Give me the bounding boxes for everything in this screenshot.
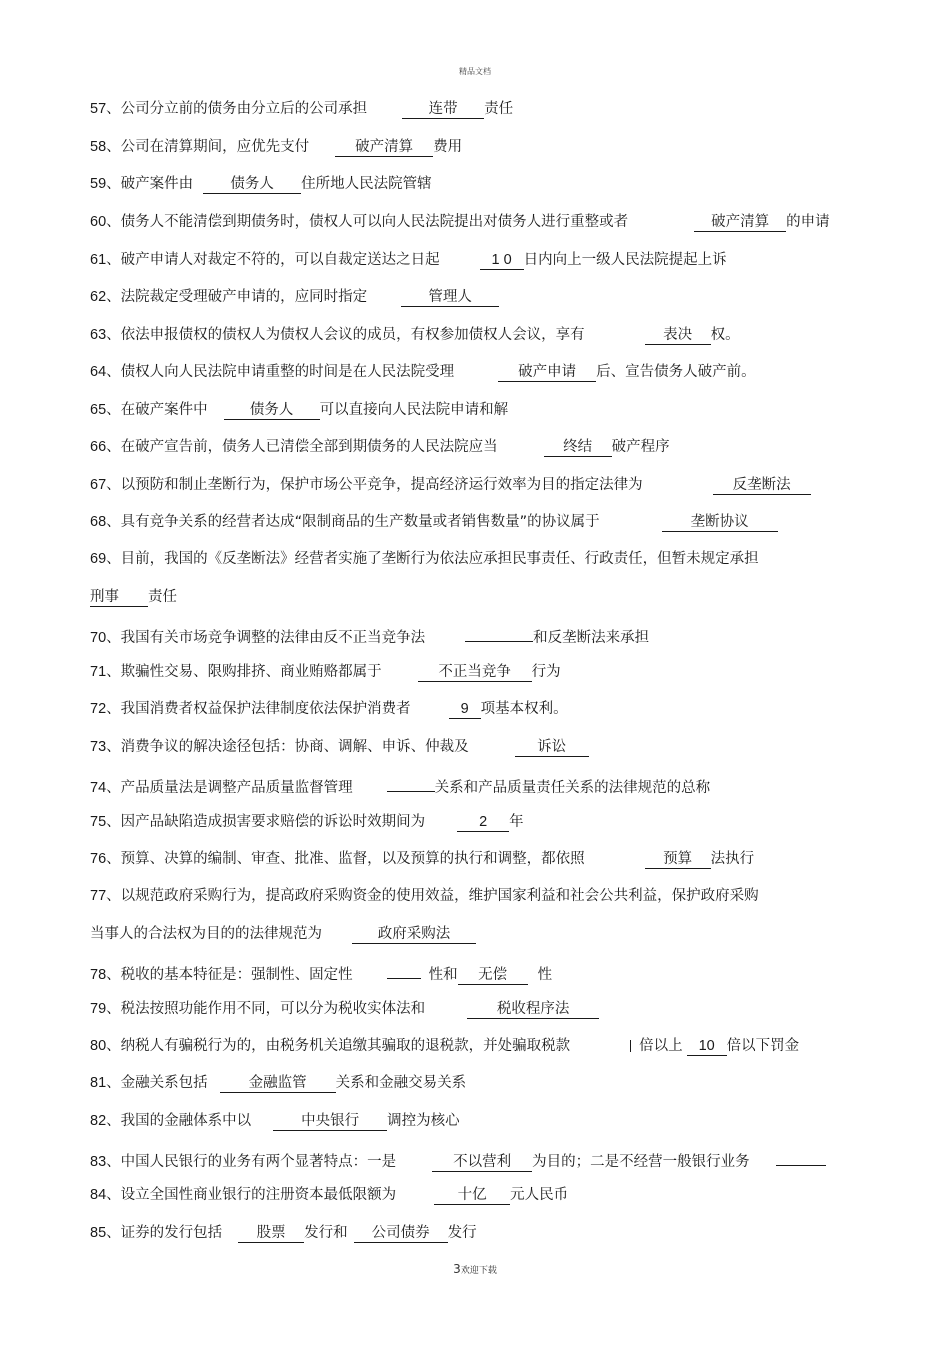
answer-blank: 政府采购法	[352, 925, 476, 944]
question-text: 依法申报债权的债权人为债权人会议的成员，有权参加债权人会议，享有	[120, 327, 585, 343]
answer-blank: 债务人	[224, 401, 320, 420]
question-number: 85、	[90, 1225, 121, 1241]
question-63	[90, 324, 740, 346]
answer-blank-2	[776, 1147, 826, 1166]
answer-blank: 不正当竞争	[418, 663, 532, 682]
question-70	[90, 623, 649, 645]
question-text: 消费争议的解决途径包括：协商、调解、申诉、仲裁及	[120, 739, 469, 755]
question-text-suffix: 的申请	[786, 214, 830, 230]
question-79	[90, 998, 599, 1020]
page-footer	[0, 1262, 950, 1276]
answer-blank: 破产申请	[498, 363, 596, 382]
question-number: 71、	[90, 664, 121, 680]
question-number: 83、	[90, 1154, 121, 1170]
question-text: 税收的基本特征是：强制性、固定性	[120, 967, 353, 983]
question-number: 63、	[90, 327, 121, 343]
question-83	[90, 1147, 826, 1169]
question-text: 法院裁定受理破产申请的，应同时指定	[120, 289, 368, 305]
question-number: 64、	[90, 364, 121, 380]
answer-blank: 终结	[544, 438, 612, 457]
question-75	[90, 811, 524, 833]
question-text: 因产品缺陷造成损害要求赔偿的诉讼时效期间为	[120, 814, 426, 830]
question-number: 81、	[90, 1075, 121, 1091]
question-number: 69、	[90, 551, 121, 567]
question-77-continued	[90, 923, 476, 945]
question-text: 债权人向人民法院申请重整的时间是在人民法院受理	[120, 364, 455, 380]
question-text-suffix: 关系和产品质量责任关系的法律规范的总称	[434, 780, 711, 796]
answer-blank: 不以营利	[432, 1153, 532, 1172]
question-57	[90, 98, 513, 120]
question-65	[90, 399, 508, 421]
answer-blank-2: 公司债券	[354, 1224, 448, 1243]
question-71	[90, 661, 561, 683]
question-text: 当事人的合法权为目的的法律规范为	[90, 926, 322, 942]
question-text-suffix: 责任	[484, 101, 514, 117]
answer-blank: 股票	[238, 1224, 304, 1243]
answer-blank: 金融监管	[220, 1074, 336, 1093]
question-number: 65、	[90, 402, 121, 418]
question-text: 税法按照功能作用不同，可以分为税收实体法和	[120, 1001, 426, 1017]
question-text-suffix: 项基本权利。	[480, 701, 568, 717]
question-text: 以规范政府采购行为，提高政府采购资金的使用效益，维护国家利益和社会公共利益，保护政府采购	[120, 888, 759, 904]
question-number: 75、	[90, 814, 121, 830]
question-text: 公司在清算期间，应优先支付	[120, 139, 310, 155]
question-text: 证券的发行包括	[120, 1225, 223, 1241]
question-text-suffix: 后、宣告债务人破产前。	[596, 364, 756, 380]
answer-blank	[465, 623, 533, 642]
question-text-suffix: 性	[537, 967, 553, 983]
answer-blank: 税收程序法	[467, 1000, 599, 1019]
question-73	[90, 736, 589, 758]
answer-blank: 预算	[645, 850, 711, 869]
answer-blank	[387, 773, 435, 792]
question-text: 在破产案件中	[120, 402, 208, 418]
question-67	[90, 474, 811, 496]
question-text-suffix: 和反垄断法来承担	[533, 630, 650, 646]
question-text-suffix: 关系和金融交易关系	[335, 1075, 467, 1091]
answer-blank: 中央银行	[273, 1112, 387, 1131]
question-text: 预算、决算的编制、审查、批准、监督，以及预算的执行和调整，都依照	[120, 851, 585, 867]
question-64	[90, 361, 756, 383]
question-85	[90, 1222, 477, 1244]
question-text-suffix: 法执行	[710, 851, 755, 867]
question-text: 纳税人有骗税行为的，由税务机关追缴其骗取的退税款，并处骗取税款	[120, 1038, 571, 1054]
answer-blank: 破产清算	[694, 213, 786, 232]
question-66	[90, 436, 670, 458]
page-number: 3	[453, 1262, 461, 1276]
question-text-suffix: 责任	[148, 589, 177, 605]
question-number: 70、	[90, 630, 121, 646]
question-text-suffix: 费用	[433, 139, 463, 155]
question-81	[90, 1072, 466, 1094]
question-84	[90, 1184, 568, 1206]
question-number: 58、	[90, 139, 121, 155]
question-number: 74、	[90, 780, 121, 796]
question-text: 设立全国性商业银行的注册资本最低限额为	[120, 1187, 397, 1203]
answer-blank	[387, 960, 421, 979]
question-74	[90, 773, 710, 795]
question-number: 84、	[90, 1187, 121, 1203]
answer-blank: 反垄断法	[713, 476, 811, 495]
question-text: 破产案件由	[120, 176, 194, 192]
question-number: 77、	[90, 888, 121, 904]
question-68	[90, 511, 778, 533]
question-number: 78、	[90, 967, 121, 983]
question-text: 产品质量法是调整产品质量监督管理	[120, 780, 353, 796]
answer-blank: 破产清算	[335, 138, 433, 157]
answer-blank-2: 无偿	[458, 966, 528, 985]
question-number: 73、	[90, 739, 121, 755]
question-number: 57、	[90, 101, 121, 117]
question-82	[90, 1110, 460, 1132]
question-69-continued	[90, 586, 177, 608]
question-text: 在破产宣告前，债务人已清偿全部到期债务的人民法院应当	[120, 439, 498, 455]
question-59	[90, 173, 432, 195]
question-60	[90, 211, 830, 233]
question-78	[90, 960, 552, 982]
question-text-suffix: 年	[509, 814, 524, 830]
question-62	[90, 286, 499, 308]
question-72	[90, 698, 568, 720]
question-77	[90, 885, 759, 907]
question-text-suffix: 元人民币	[510, 1187, 569, 1203]
question-number: 76、	[90, 851, 121, 867]
question-80	[90, 1035, 799, 1057]
question-text: 债务人不能清偿到期债务时，债权人可以向人民法院提出对债务人进行重整或者	[120, 214, 629, 230]
answer-blank: 垄断协议	[662, 513, 778, 532]
question-text: 公司分立前的债务由分立后的公司承担	[120, 101, 368, 117]
text-cursor-mark	[630, 1040, 631, 1052]
question-number: 66、	[90, 439, 121, 455]
question-text-suffix: 调控为核心	[387, 1113, 460, 1129]
question-text: 金融关系包括	[120, 1075, 208, 1091]
question-text: 具有竞争关系的经营者达成“限制商品的生产数量或者销售数量”的协议属于	[120, 514, 600, 530]
answer-blank: 2	[457, 813, 509, 832]
question-text-suffix: 倍以下罚金	[726, 1038, 800, 1054]
question-number: 60、	[90, 214, 121, 230]
question-69	[90, 548, 759, 570]
question-number: 67、	[90, 477, 121, 493]
question-number: 68、	[90, 514, 121, 530]
question-number: 82、	[90, 1113, 121, 1129]
question-61	[90, 249, 727, 271]
answer-blank: 管理人	[401, 288, 499, 307]
question-text: 以预防和制止垄断行为，保护市场公平竞争，提高经济运行效率为目的指定法律为	[120, 477, 643, 493]
question-76	[90, 848, 754, 870]
question-text: 我国有关市场竞争调整的法律由反不正当竞争法	[120, 630, 426, 646]
question-text: 我国的金融体系中以	[120, 1113, 252, 1129]
question-number: 59、	[90, 176, 121, 192]
question-58	[90, 136, 462, 158]
question-text: 破产申请人对裁定不符的，可以自裁定送达之日起	[120, 252, 440, 268]
question-text-middle: 倍以上	[639, 1038, 683, 1054]
question-number: 79、	[90, 1001, 121, 1017]
question-text-suffix: 行为	[531, 664, 561, 680]
question-text-suffix: 可以直接向人民法院申请和解	[319, 402, 509, 418]
answer-blank: 债务人	[203, 175, 301, 194]
question-number: 80、	[90, 1038, 121, 1054]
answer-blank: 1 0	[480, 251, 524, 270]
question-text-suffix: 发行	[447, 1225, 477, 1241]
question-text-middle: 为目的；二是不经营一般银行业务	[532, 1154, 750, 1170]
answer-blank: 诉讼	[515, 738, 589, 757]
question-text: 我国消费者权益保护法律制度依法保护消费者	[120, 701, 411, 717]
answer-blank: 十亿	[434, 1186, 510, 1205]
question-text: 目前，我国的《反垄断法》经营者实施了垄断行为依法应承担民事责任、行政责任，但暂未规定承担	[120, 551, 759, 567]
answer-blank: 10	[687, 1037, 727, 1056]
footer-text: 欢迎下载	[460, 1266, 497, 1276]
answer-blank: 刑事	[90, 588, 148, 607]
page-header: 精品文档	[459, 67, 491, 76]
answer-blank: 9	[449, 700, 481, 719]
answer-blank: 表决	[645, 326, 711, 345]
question-text-suffix: 住所地人民法院管辖	[301, 176, 432, 192]
question-text-middle: 性和	[428, 967, 458, 983]
answer-blank: 连带	[402, 100, 484, 119]
question-text-suffix: 日内向上一级人民法院提起上诉	[523, 252, 727, 268]
question-text-suffix: 破产程序	[611, 439, 670, 455]
question-text-middle: 发行和	[304, 1225, 348, 1241]
question-text-suffix: 权。	[710, 327, 740, 343]
question-text: 中国人民银行的业务有两个显著特点：一是	[120, 1154, 397, 1170]
question-number: 61、	[90, 252, 121, 268]
question-number: 62、	[90, 289, 121, 305]
question-text: 欺骗性交易、限购排挤、商业贿赂都属于	[120, 664, 382, 680]
question-number: 72、	[90, 701, 121, 717]
